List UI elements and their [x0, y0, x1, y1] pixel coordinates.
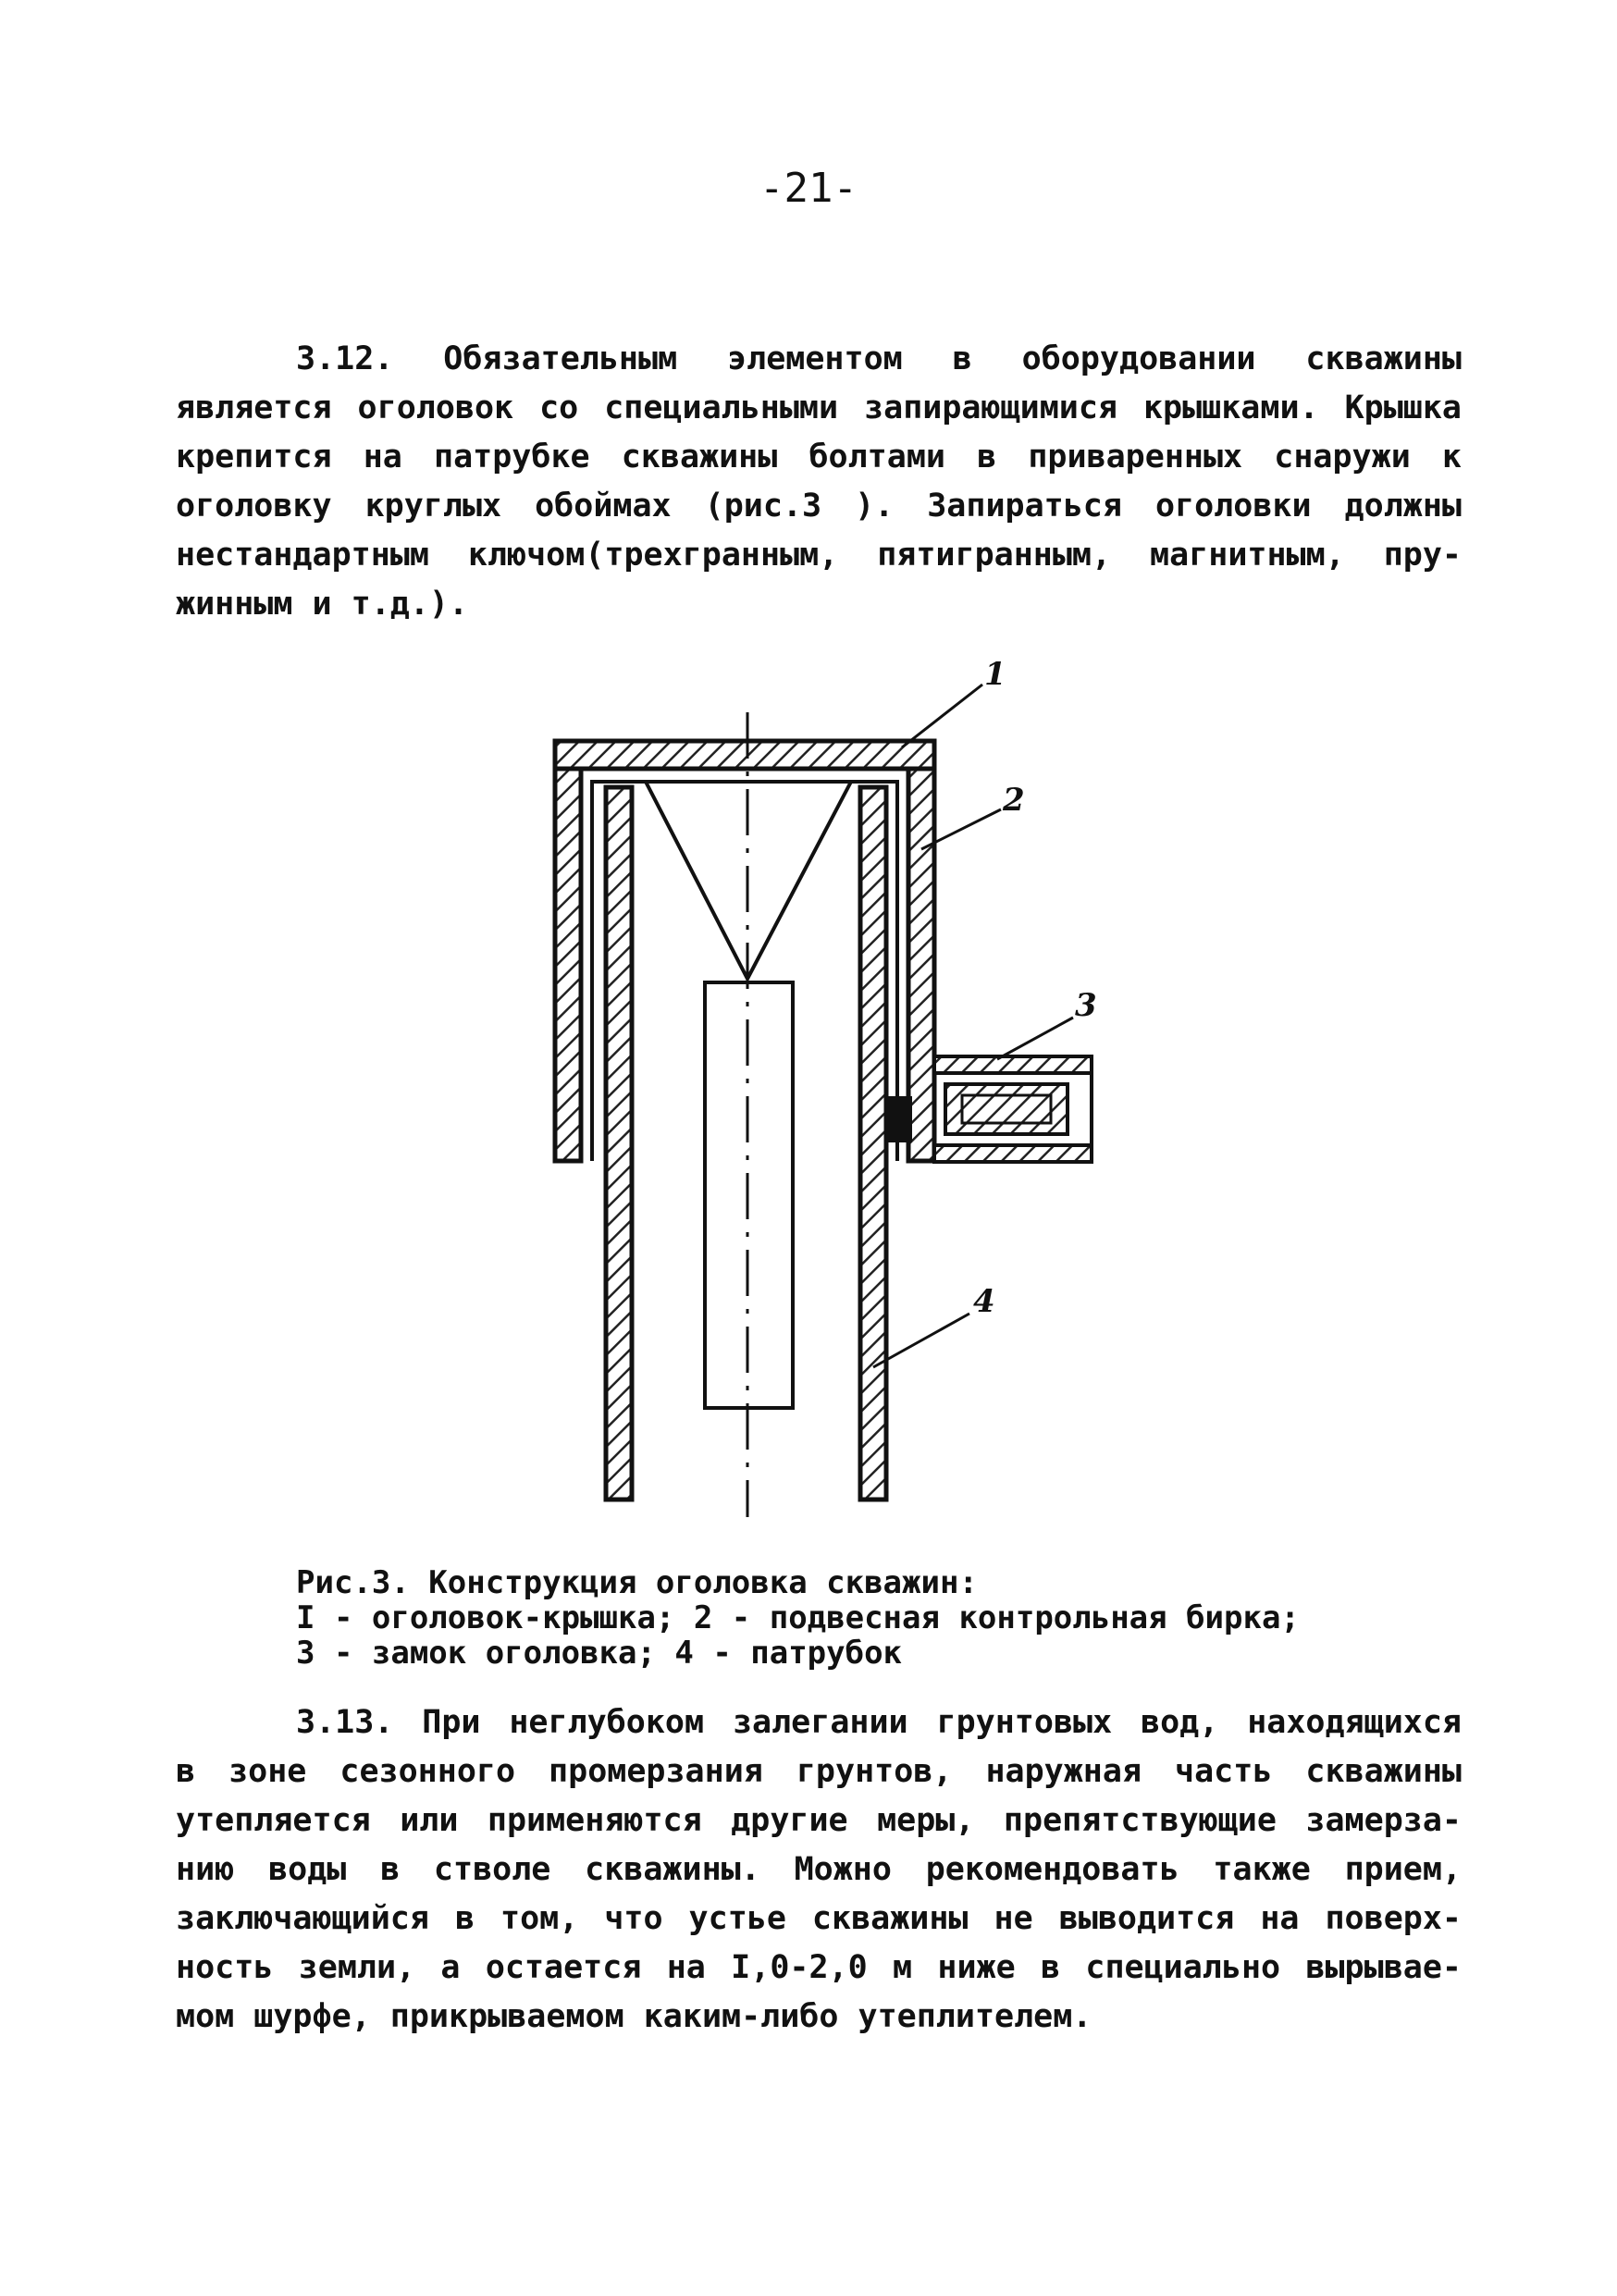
- lock-catch-block: [886, 1096, 912, 1142]
- tag-suspension-lines: [646, 782, 851, 979]
- paragraph-line: заключающийся в том, что устье скважины не выводится на поверх-: [176, 1900, 1462, 1937]
- paragraph-line: оголовку круглых обоймах (рис.3 ). Запираться оголовки должны: [176, 488, 1462, 525]
- paragraph-line: нестандартным ключом(трехгранным, пятигранным, магнитным, пру-: [176, 537, 1462, 574]
- leader-line-3: [997, 1018, 1073, 1059]
- paragraph-line: крепится на патрубке скважины болтами в приваренных снаружи к: [176, 438, 1462, 475]
- cap-inner-liner: [592, 782, 897, 1161]
- paragraph-line: 3.13. При неглубоком залегании грунтовых вод, находящихся: [296, 1704, 1462, 1741]
- lock-bolt-core: [962, 1095, 1051, 1123]
- paragraph-line: нию воды в стволе скважины. Можно рекомендовать также прием,: [176, 1851, 1462, 1888]
- caption-line: 3 - замок оголовка; 4 - патрубок: [296, 1635, 903, 1672]
- callout-1: 1: [984, 656, 1006, 693]
- control-tag: [705, 982, 793, 1408]
- paragraph-3-13: [176, 1698, 1462, 2042]
- caption-line: I - оголовок-крышка; 2 - подвесная контрольная бирка;: [296, 1599, 1300, 1636]
- figure-caption: [296, 1565, 1300, 1671]
- callout-3: 3: [1075, 987, 1097, 1024]
- leader-line-1: [902, 685, 982, 747]
- leader-line-4: [873, 1314, 969, 1367]
- paragraph-line: является оголовок со специальными запирающимися крышками. Крышка: [176, 389, 1462, 426]
- paragraph-line: мом шурфе, прикрываемом каким-либо утеплителем.: [176, 1998, 1092, 2035]
- pipe-left-wall: [606, 787, 632, 1500]
- paragraph-3-12: [176, 335, 1462, 629]
- paragraph-line: в зоне сезонного промерзания грунтов, наружная часть скважины: [176, 1753, 1462, 1790]
- lock-housing-top: [934, 1056, 1092, 1073]
- callout-2: 2: [1003, 782, 1025, 819]
- paragraph-line: ность земли, а остается на I,0-2,0 м ниже в специально вырывае-: [176, 1949, 1462, 1986]
- page-number: -21-: [759, 165, 858, 212]
- paragraph-line: утепляется или применяются другие меры, препятствующие замерза-: [176, 1802, 1462, 1839]
- paragraph-line: жинным и т.д.).: [176, 586, 469, 623]
- paragraph-line: 3.12. Обязательным элементом в оборудовании скважины: [296, 340, 1462, 377]
- lock-bolt: [945, 1084, 1068, 1134]
- pipe-right-wall: [860, 787, 886, 1500]
- cap-right-wall: [908, 769, 934, 1161]
- leader-line-2: [921, 809, 1001, 849]
- callout-4: 4: [973, 1283, 995, 1320]
- cap-top-plate: [555, 741, 934, 769]
- caption-title: Рис.3. Конструкция оголовка скважин:: [296, 1564, 978, 1601]
- cap-left-wall: [555, 769, 581, 1161]
- lock-housing-bottom: [934, 1145, 1092, 1162]
